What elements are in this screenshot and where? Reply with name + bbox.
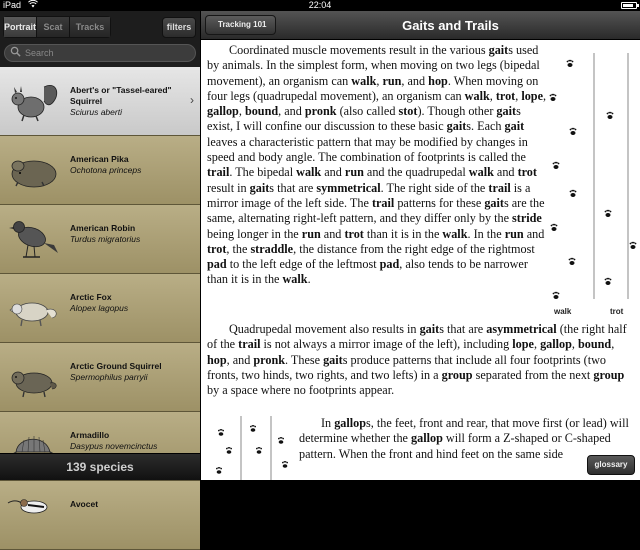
search-bar (4, 44, 196, 62)
article-content[interactable] (201, 41, 640, 480)
species-common-name: Abert's or "Tassel-eared" Squirrel (70, 85, 172, 106)
species-common-name: American Robin (70, 223, 136, 233)
trot-label: trot (610, 307, 624, 316)
species-common-name: American Pika (70, 154, 129, 164)
tab-portrait[interactable]: Portrait (4, 17, 37, 37)
tab-tracks[interactable]: Tracks (70, 17, 110, 37)
species-count: 139 species (0, 453, 200, 480)
back-button[interactable]: Tracking 101 (205, 15, 276, 35)
list-item[interactable] (0, 67, 200, 136)
species-scientific-name: Ochotona princeps (70, 165, 142, 175)
list-item[interactable] (0, 136, 200, 205)
species-sidebar (0, 11, 200, 509)
nav-bar (201, 11, 640, 40)
list-item[interactable] (0, 205, 200, 274)
tab-scat[interactable]: Scat (37, 17, 70, 37)
glossary-button[interactable]: glossary (587, 455, 635, 475)
robin-icon (4, 215, 62, 263)
species-common-name: Arctic Ground Squirrel (70, 361, 162, 371)
status-bar (0, 0, 640, 11)
detail-panel (201, 11, 640, 480)
search-input[interactable] (25, 48, 175, 58)
species-scientific-name: Alopex lagopus (70, 303, 129, 313)
species-scientific-name: Sciurus aberti (70, 107, 122, 117)
fox-icon (4, 284, 62, 332)
ground-squirrel-icon (4, 353, 62, 401)
page-title: Gaits and Trails (402, 18, 499, 33)
list-item[interactable] (0, 481, 200, 550)
article-paragraph-2: Quadrupedal movement also results in gaits that are asymmetrical (the right half of the trail is not always a mirror image of the left), including lope, gallop, bound, hop, and pronk. These gaits produce patterns that include all four footprints (two fronts, two hinds, two rights, and two lefts) in a group separated from the next group by a space where no footprints appear. (207, 322, 627, 398)
filters-button[interactable]: filters (162, 17, 196, 38)
list-item[interactable] (0, 343, 200, 412)
article-paragraph-1: Coordinated muscle movements result in the various gaits used by animals. In the simplest form, when moving on two legs (bipedal movement), an organism can walk, run, and hop. When moving on four legs (quadrupedal movement), an organism can walk, trot, lope, gallop, bound, and pronk (also called stot). Though other gaits exist, I will confine our discussion to these basic gaits. Each gait leaves a characteristic pattern that may be modified by changes in speed and body angle. The combination of footprints is called the trail. The bipedal walk and run and the quadrupedal walk and trot result in gaits that are symmetrical. The right side of the trail is a mirror image of the left side. The trail patterns for these gaits are the same, alternating right-left pattern, and they differ only by the stride being longer in the run and trot than it is in the walk. In the run and trot, the straddle, the distance from the right edge of the rightmost pad to the left edge of the leftmost pad, also tends to be narrower than it is in the walk. (207, 43, 547, 287)
gallop-diagram (209, 414, 294, 480)
species-common-name: Armadillo (70, 430, 110, 440)
chevron-right-icon: › (190, 93, 194, 107)
species-scientific-name: Spermophilus parryii (70, 372, 148, 382)
species-scientific-name: Dasypus novemcinctus (70, 441, 158, 451)
walk-label: walk (554, 307, 572, 316)
carrier-label: iPad (3, 0, 22, 10)
article-paragraph-3: In gallops, the feet, front and rear, that move first (or lead) will determine whether the gallop will form a Z-shaped or C-shaped pattern. When the front and hind feet on the same side (299, 416, 629, 461)
avocet-icon (4, 491, 62, 539)
search-icon (10, 44, 21, 62)
list-item[interactable] (0, 274, 200, 343)
pika-icon (4, 146, 62, 194)
species-scientific-name: Turdus migratorius (70, 234, 141, 244)
battery-icon (621, 2, 637, 9)
clock: 22:04 (308, 0, 332, 10)
species-common-name: Avocet (70, 499, 99, 509)
view-mode-segmented-control (3, 16, 111, 38)
gait-diagram (548, 49, 636, 317)
squirrel-icon (4, 77, 62, 125)
species-common-name: Arctic Fox (70, 292, 112, 302)
